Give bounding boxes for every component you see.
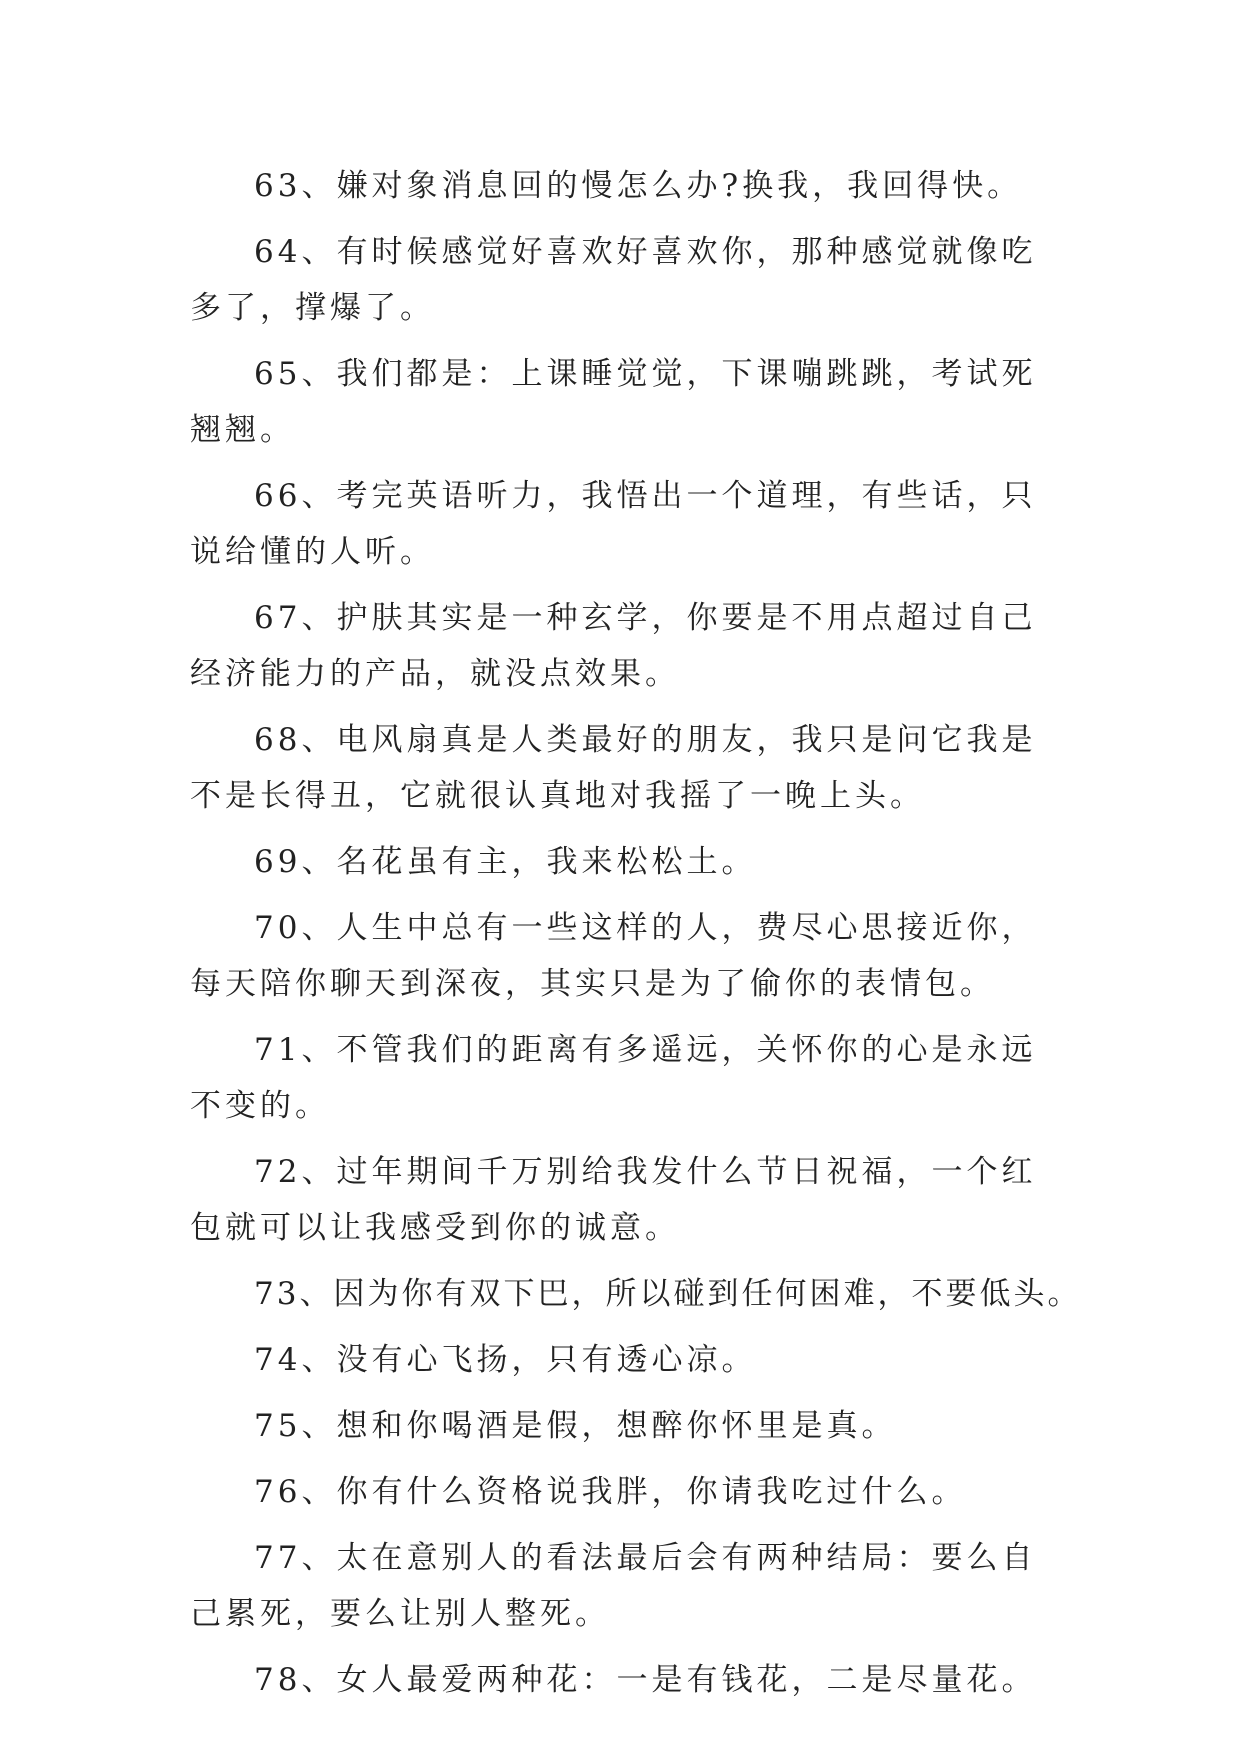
paragraph-64: 64、有时候感觉好喜欢好喜欢你，那种感觉就像吃多了，撑爆了。 [190,234,1037,326]
paragraph-72: 72、过年期间千万别给我发什么节日祝福，一个红包就可以让我感受到你的诚意。 [190,1154,1037,1246]
paragraph-70: 70、人生中总有一些这样的人，费尽心思接近你，每天陪你聊天到深夜，其实只是为了偷你的表情包。 [190,910,1037,1002]
paragraph-71: 71、不管我们的距离有多遥远，关怀你的心是永远不变的。 [190,1032,1037,1124]
paragraph-73: 73、因为你有双下巴，所以碰到任何困难，不要低头。 [254,1276,1082,1312]
paragraph-76: 76、你有什么资格说我胖，你请我吃过什么。 [254,1474,967,1510]
paragraph-65: 65、我们都是：上课睡觉觉，下课嘣跳跳，考试死翘翘。 [190,356,1037,448]
paragraph-78: 78、女人最爱两种花：一是有钱花，二是尽量花。 [254,1662,1037,1698]
paragraph-74: 74、没有心飞扬，只有透心凉。 [254,1342,757,1378]
paragraph-69: 69、名花虽有主，我来松松土。 [254,844,757,880]
paragraph-68: 68、电风扇真是人类最好的朋友，我只是问它我是不是长得丑，它就很认真地对我摇了一晚上头。 [190,722,1037,814]
paragraph-63: 63、嫌对象消息回的慢怎么办?换我，我回得快。 [254,168,1023,204]
document-body [190,158,1082,1718]
paragraph-75: 75、想和你喝酒是假，想醉你怀里是真。 [254,1408,897,1444]
paragraph-66: 66、考完英语听力，我悟出一个道理，有些话，只说给懂的人听。 [190,478,1037,570]
paragraph-77: 77、太在意别人的看法最后会有两种结局：要么自己累死，要么让别人整死。 [190,1540,1037,1632]
paragraph-67: 67、护肤其实是一种玄学，你要是不用点超过自己经济能力的产品，就没点效果。 [190,600,1037,692]
